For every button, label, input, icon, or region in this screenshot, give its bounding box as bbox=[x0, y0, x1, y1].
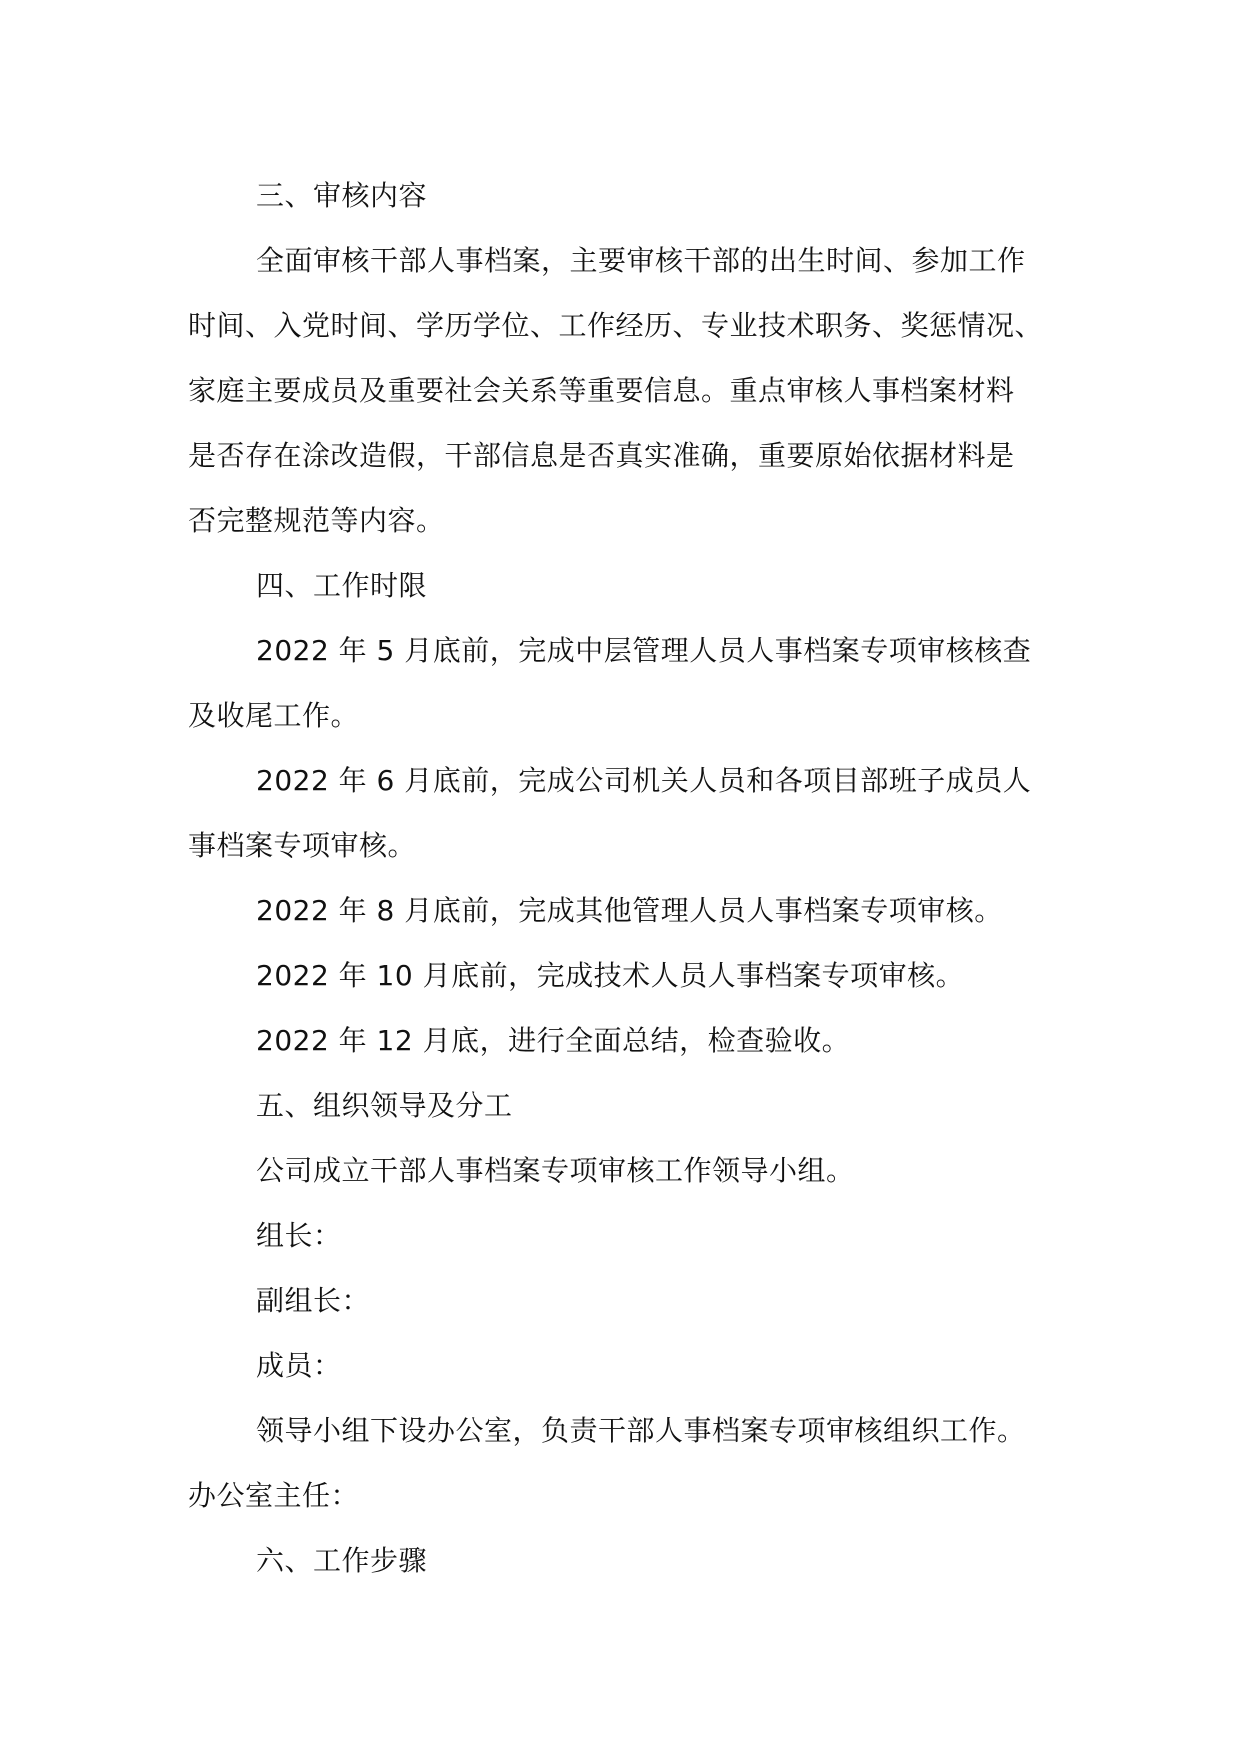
members-label: 成员： bbox=[256, 1349, 342, 1382]
paragraph-line: 2022 年 6 月底前，完成公司机关人员和各项目部班子成员人 bbox=[256, 764, 1032, 797]
section-heading-organization: 五、组织领导及分工 bbox=[256, 1089, 513, 1122]
office-director-label: 办公室主任： bbox=[188, 1479, 360, 1512]
paragraph-line: 否完整规范等内容。 bbox=[188, 504, 445, 537]
section-heading-work-steps: 六、工作步骤 bbox=[256, 1544, 428, 1577]
section-heading-audit-content: 三、审核内容 bbox=[256, 179, 428, 212]
paragraph-line: 事档案专项审核。 bbox=[188, 829, 417, 862]
paragraph-line: 家庭主要成员及重要社会关系等重要信息。重点审核人事档案材料 bbox=[188, 374, 1015, 407]
paragraph-line: 2022 年 12 月底，进行全面总结，检查验收。 bbox=[256, 1024, 851, 1057]
section-heading-time-limit: 四、工作时限 bbox=[256, 569, 428, 602]
paragraph-line: 全面审核干部人事档案，主要审核干部的出生时间、参加工作 bbox=[256, 244, 1026, 277]
deputy-leader-label: 副组长： bbox=[256, 1284, 371, 1317]
group-leader-label: 组长： bbox=[256, 1219, 342, 1252]
paragraph-line: 公司成立干部人事档案专项审核工作领导小组。 bbox=[256, 1154, 855, 1187]
paragraph-line: 领导小组下设办公室，负责干部人事档案专项审核组织工作。 bbox=[256, 1414, 1026, 1447]
paragraph-line: 是否存在涂改造假，干部信息是否真实准确，重要原始依据材料是 bbox=[188, 439, 1015, 472]
paragraph-line: 2022 年 5 月底前，完成中层管理人员人事档案专项审核核查 bbox=[256, 634, 1032, 667]
paragraph-line: 时间、入党时间、学历学位、工作经历、专业技术职务、奖惩情况、 bbox=[188, 309, 1044, 342]
paragraph-line: 及收尾工作。 bbox=[188, 699, 360, 732]
paragraph-line: 2022 年 8 月底前，完成其他管理人员人事档案专项审核。 bbox=[256, 894, 1003, 927]
paragraph-line: 2022 年 10 月底前，完成技术人员人事档案专项审核。 bbox=[256, 959, 965, 992]
